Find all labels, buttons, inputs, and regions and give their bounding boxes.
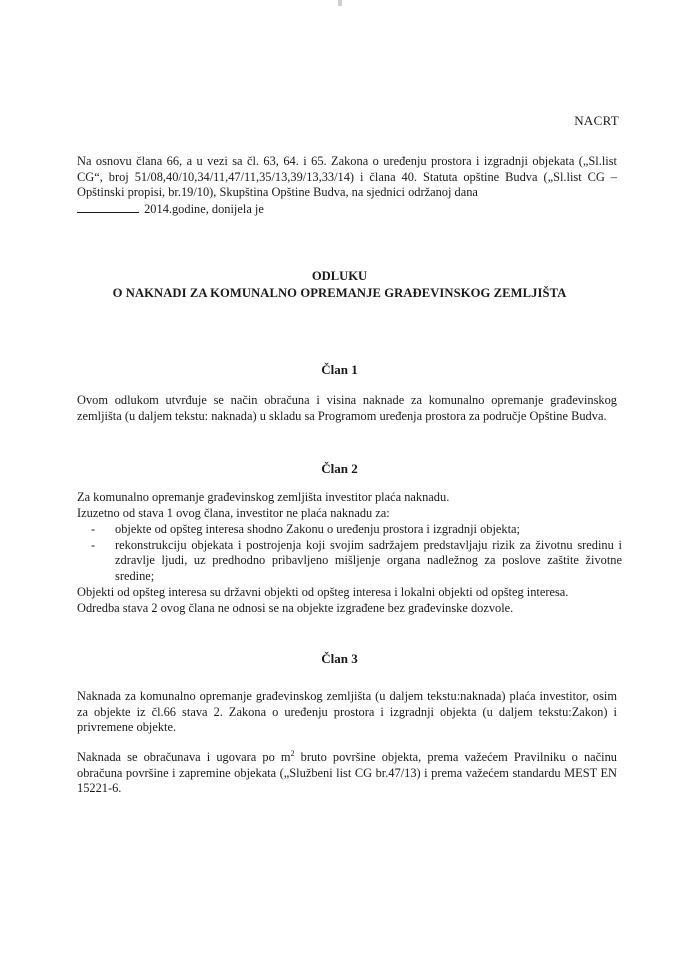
dash-bullet: - xyxy=(91,522,96,536)
article-2-line-3: Objekti od opšteg interesa su državni objekti od opšteg interesa i lokalni objekti od opšteg interesa. xyxy=(77,585,569,599)
list-item-text: rekonstrukciju objekata i postrojenja koji svojim sadržajem predstavljaju rizik za životnu sredinu i zdravlje ljudi, uz predhodno pribavljeno mišljenje organa nadležnog za poslove zaštite životne sredine; xyxy=(115,537,622,583)
superscript: 2 xyxy=(290,748,295,758)
article-3-heading: Član 3 xyxy=(321,651,358,666)
article-1-text: Ovom odlukom utvrđuje se način obračuna i visina naknade za komunalno opremanje građevinskog zemljišta (u daljem tekstu: naknada) u skladu sa Programom uređenja prostora za područje Opštine Budva. xyxy=(77,393,617,423)
scan-mark xyxy=(338,0,342,6)
article-3-paragraph-2 xyxy=(77,750,617,797)
article-2-exceptions-list xyxy=(77,522,622,584)
article-2-heading: Član 2 xyxy=(321,461,358,476)
preamble-text-end: 2014.godine, donijela je xyxy=(144,201,264,216)
dash-bullet: - xyxy=(91,537,96,552)
article-2-line-1: Za komunalno opremanje građevinskog zemljišta investitor plaća naknadu. xyxy=(77,490,450,504)
list-item-text: objekte od opšteg interesa shodno Zakonu o uređenju prostora i izgradnji objekta; xyxy=(115,522,521,536)
paragraph-text: bruto površine objekta, prema važećem Pravilniku o načinu obračuna površine i zapremine objekata („Službeni list CG br.47/13) i prema važećem standardu MEST EN 15221-6. xyxy=(77,750,617,796)
article-2-line-2: Izuzetno od stava 1 ovog člana, investitor ne plaća naknadu za: xyxy=(77,506,390,520)
date-blank-line xyxy=(77,201,139,213)
preamble xyxy=(77,154,617,217)
document-subtitle: O NAKNADI ZA KOMUNALNO OPREMANJE GRAĐEVINSKOG ZEMLJIŠTA xyxy=(112,286,567,300)
document-title: ODLUKU xyxy=(311,269,368,283)
preamble-text: Na osnovu člana 66, a u vezi sa čl. 63, 64. i 65. Zakona o uređenju prostora i izgradnji objekata („Sl.list CG“, broj 51/08,40/10,34/11,47/11,35/13,39/13,33/14) i člana 40. Statuta opštine Budva („Sl.list CG – Opštinski propisi, br.19/10), Skupština Opštine Budva, na sjednici održanoj dana xyxy=(77,154,617,200)
list-item xyxy=(77,538,622,585)
paragraph-text: Naknada se obračunava i ugovara po m xyxy=(77,750,291,764)
article-2-line-4: Odredba stava 2 ovog člana ne odnosi se na objekte izgrađene bez građevinske dozvole. xyxy=(77,601,514,615)
list-item xyxy=(77,522,622,538)
article-3-paragraph-1: Naknada za komunalno opremanje građevinskog zemljišta (u daljem tekstu:naknada) plaća investitor, osim za objekte iz čl.66 stava 2. Zakona o uređenju prostora i izgradnji objekta (u daljem tekstu:Zakon) i privremene objekte. xyxy=(77,689,617,735)
article-1-heading: Član 1 xyxy=(321,362,358,377)
draft-label: NACRT xyxy=(574,113,619,128)
